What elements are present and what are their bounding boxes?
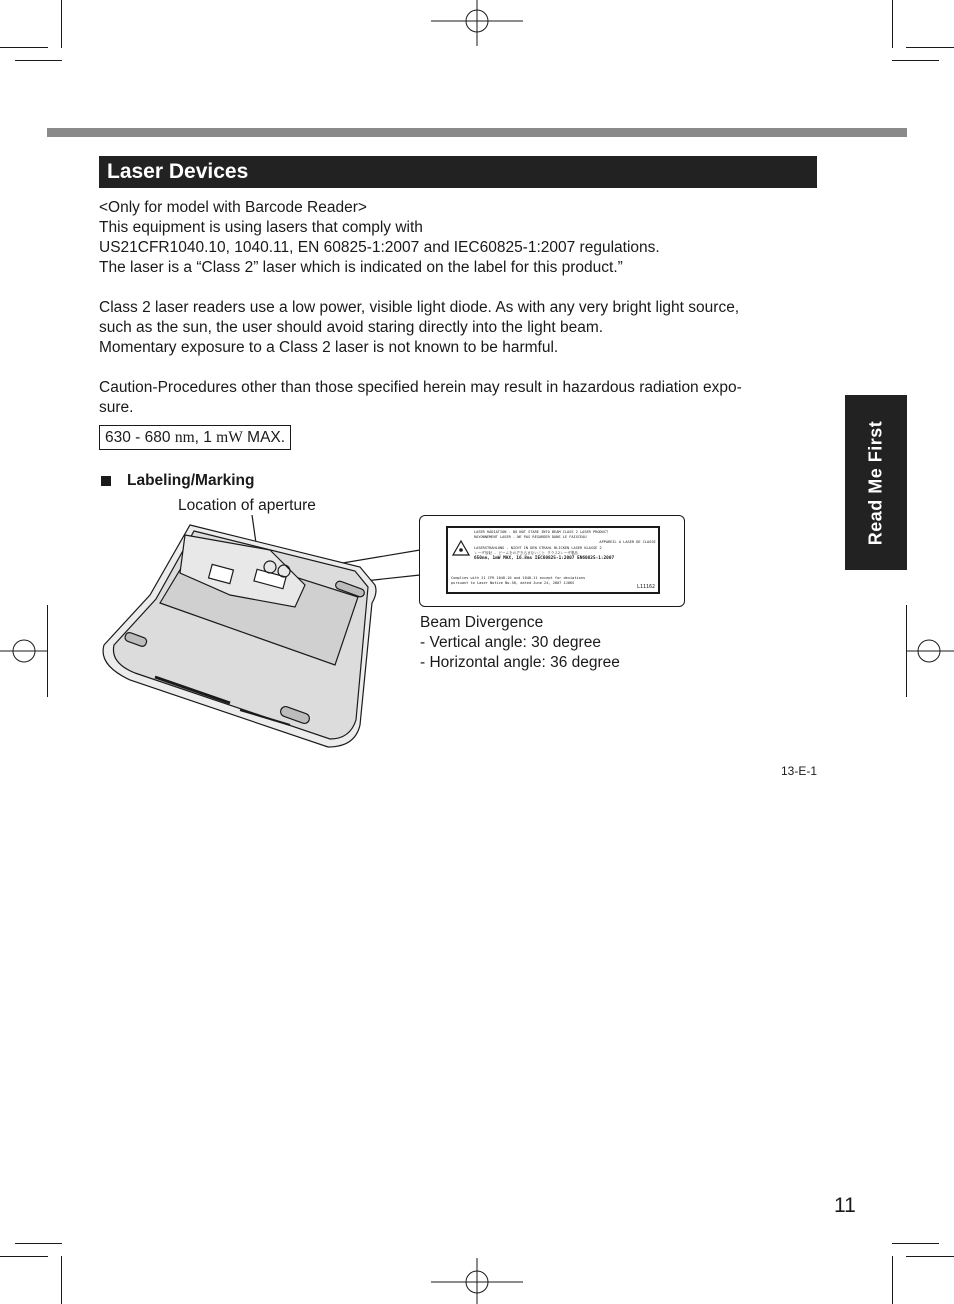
text-line: <Only for model with Barcode Reader> xyxy=(99,199,367,216)
beam-horizontal-angle: - Horizontal angle: 36 degree xyxy=(420,654,620,671)
laser-label-line: LASERSTRAHLUNG - NICHT IN DEN STRAHL BLICKEN LASER KLASSE 2 xyxy=(474,545,602,550)
page-number: 11 xyxy=(834,1194,856,1217)
side-tab-label: Read Me First xyxy=(865,420,886,545)
laser-label-line: APPAREIL A LASER DE CLASSE 2 xyxy=(599,540,660,545)
aperture-label: Location of aperture xyxy=(178,497,316,514)
spec-unit-mw: mW xyxy=(216,429,243,446)
text-line: such as the sun, the user should avoid staring directly into the light beam. xyxy=(99,319,604,336)
spec-suffix: MAX. xyxy=(242,429,286,446)
labeling-heading: Labeling/Marking xyxy=(127,472,255,489)
laser-label-line: LASER RADIATION - DO NOT STARE INTO BEAM CLASS 2 LASER PRODUCT xyxy=(474,530,609,534)
spec-box xyxy=(99,425,291,450)
spec-unit-nm: nm xyxy=(174,429,195,446)
spec-sep: , 1 xyxy=(194,429,217,446)
laser-label-line: pursuant to Laser Notice No.50, dated June 24, 2007 1J0KS xyxy=(451,581,575,586)
spec-range: 630 - 680 xyxy=(105,429,175,446)
laser-label-line: 650nm, 1mW MAX, 16.8ms IEC60825-1:2007 EN60825-1:2007 xyxy=(474,556,615,562)
side-tab[interactable] xyxy=(845,395,907,570)
beam-divergence-title: Beam Divergence xyxy=(420,614,544,631)
text-line: Class 2 laser readers use a low power, visible light diode. As with any very bright light source, xyxy=(99,299,740,316)
bullet-square-icon xyxy=(101,476,111,486)
text-line: The laser is a “Class 2” laser which is indicated on the label for this product.” xyxy=(99,259,623,276)
laser-hazard-icon xyxy=(452,540,470,556)
laser-label-line: RAYONNEMENT LASER - NE PAS REGARDER DANS LE FAISCEAU xyxy=(474,535,587,540)
laser-label-line: Complies with 21 CFR 1040.10 and 1040.11 except for deviations xyxy=(451,576,586,580)
top-rule xyxy=(47,128,907,137)
section-title: Laser Devices xyxy=(99,156,817,188)
text-line: This equipment is using lasers that comply with xyxy=(99,219,423,236)
beam-vertical-angle: - Vertical angle: 30 degree xyxy=(420,634,601,651)
text-line: Momentary exposure to a Class 2 laser is not known to be harmful. xyxy=(99,339,559,356)
laser-label-callout xyxy=(419,515,685,607)
text-line: Caution-Procedures other than those specified herein may result in hazardous radiation expo- xyxy=(99,379,742,396)
laser-label-line: レーザ放射 - ビームをのぞき込まないこと クラス2レーザ製品 xyxy=(474,550,579,555)
laser-warning-label xyxy=(446,526,660,594)
text-line: sure. xyxy=(99,399,134,416)
text-line: US21CFR1040.10, 1040.11, EN 60825-1:2007 and IEC60825-1:2007 regulations. xyxy=(99,239,660,256)
laser-label-code: L11162 xyxy=(636,584,655,590)
document-code: 13-E-1 xyxy=(780,764,817,778)
